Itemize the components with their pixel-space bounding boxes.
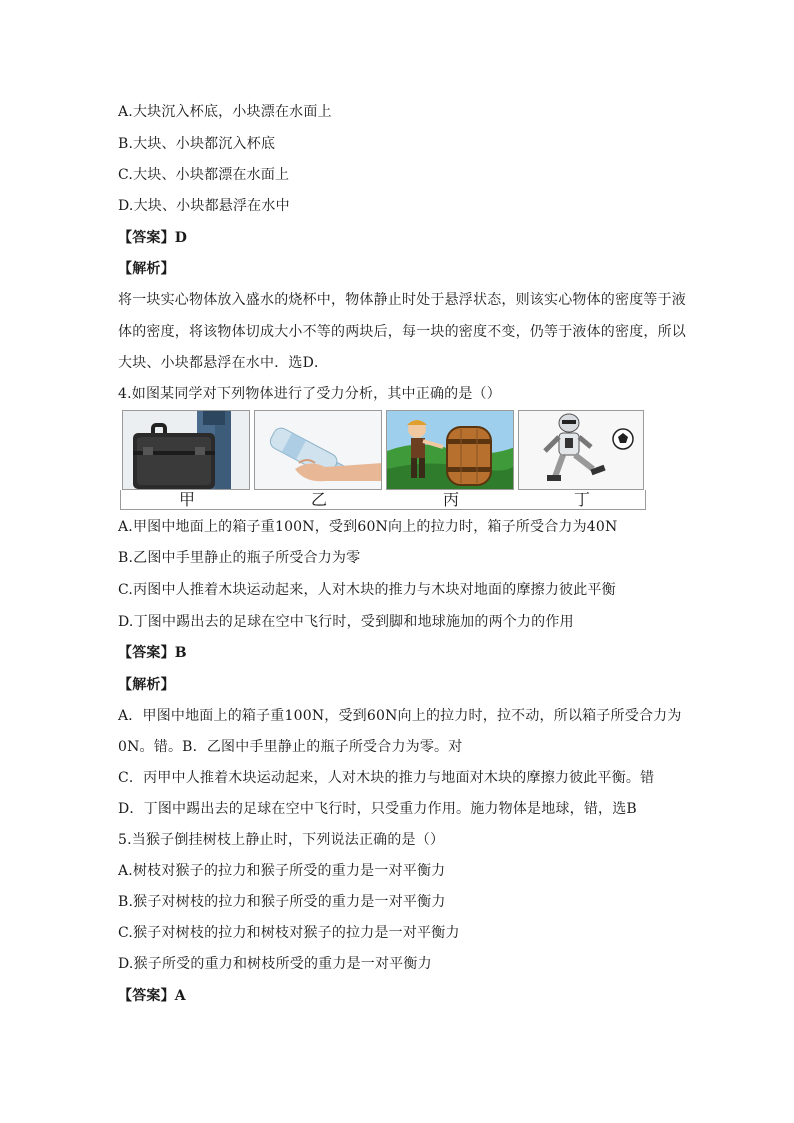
q3-option-d: D.大块、小块都悬浮在水中 — [118, 198, 290, 214]
q5-option-a: A.树枝对猴子的拉力和猴子所受的重力是一对平衡力 — [118, 863, 446, 879]
q4-analysis-line: A．甲图中地面上的箱子重100N，受到60N向上的拉力时，拉不动，所以箱子所受合力为 — [118, 708, 682, 724]
q4-analysis-line: D．丁图中踢出去的足球在空中飞行时，只受重力作用。施力物体是地球，错，选B — [118, 801, 637, 817]
q3-analysis-label: 【解析】 — [118, 261, 175, 277]
q4-analysis-line: 0N。错。B．乙图中手里静止的瓶子所受合力为零。对 — [118, 739, 463, 755]
q3-option-a: A.大块沉入杯底，小块漂在水面上 — [118, 104, 332, 120]
q4-option-d: D.丁图中踢出去的足球在空中飞行时，受到脚和地球施加的两个力的作用 — [118, 614, 574, 630]
q4-option-b: B.乙图中手里静止的瓶子所受合力为零 — [118, 550, 361, 566]
bottle-illustration — [255, 411, 382, 490]
suitcase-illustration — [123, 411, 250, 490]
robot-soccer-illustration — [519, 411, 644, 490]
q4-option-c: C.丙图中人推着木块运动起来，人对木块的推力与木块对地面的摩擦力彼此平衡 — [118, 582, 616, 598]
barrel-push-illustration — [387, 411, 514, 490]
q4-analysis-label: 【解析】 — [118, 677, 175, 693]
figure-panel-yi — [254, 410, 382, 490]
figure-caption: 乙 — [310, 490, 327, 509]
figure-panel-jia — [122, 410, 250, 490]
q5-answer: 【答案】A — [118, 988, 186, 1004]
q5-option-c: C.猴子对树枝的拉力和树枝对猴子的拉力是一对平衡力 — [118, 925, 460, 941]
figure-caption: 丙 — [442, 490, 459, 509]
figure-panel-ding — [518, 410, 644, 490]
figure-caption: 丁 — [573, 490, 590, 509]
q3-analysis-line: 将一块实心物体放入盛水的烧杯中，物体静止时处于悬浮状态，则该实心物体的密度等于液 — [118, 292, 686, 308]
q4-answer: 【答案】B — [118, 645, 187, 661]
q4-option-a: A.甲图中地面上的箱子重100N，受到60N向上的拉力时，箱子所受合力为40N — [118, 519, 618, 535]
q5-option-d: D.猴子所受的重力和树枝所受的重力是一对平衡力 — [118, 956, 432, 972]
q5-stem: 5.当猴子倒挂树枝上静止时，下列说法正确的是（） — [118, 832, 445, 848]
q4-figure — [120, 410, 646, 510]
q3-analysis-line: 体的密度，将该物体切成大小不等的两块后，每一块的密度不变，仍等于液体的密度，所以 — [118, 324, 686, 340]
q3-answer: 【答案】D — [118, 230, 188, 246]
q3-option-c: C.大块、小块都漂在水面上 — [118, 167, 290, 183]
figure-caption: 甲 — [178, 490, 195, 509]
figure-panel-bing — [386, 410, 514, 490]
q3-analysis-line: 大块、小块都悬浮在水中．选D． — [118, 355, 329, 371]
q3-option-b: B.大块、小块都沉入杯底 — [118, 136, 276, 152]
figure-caption-row — [120, 490, 646, 510]
q4-analysis-line: C．丙甲中人推着木块运动起来，人对木块的推力与地面对木块的摩擦力彼此平衡。错 — [118, 770, 655, 786]
q5-option-b: B.猴子对树枝的拉力和猴子所受的重力是一对平衡力 — [118, 894, 446, 910]
q4-stem: 4.如图某同学对下列物体进行了受力分析，其中正确的是（） — [118, 386, 501, 402]
